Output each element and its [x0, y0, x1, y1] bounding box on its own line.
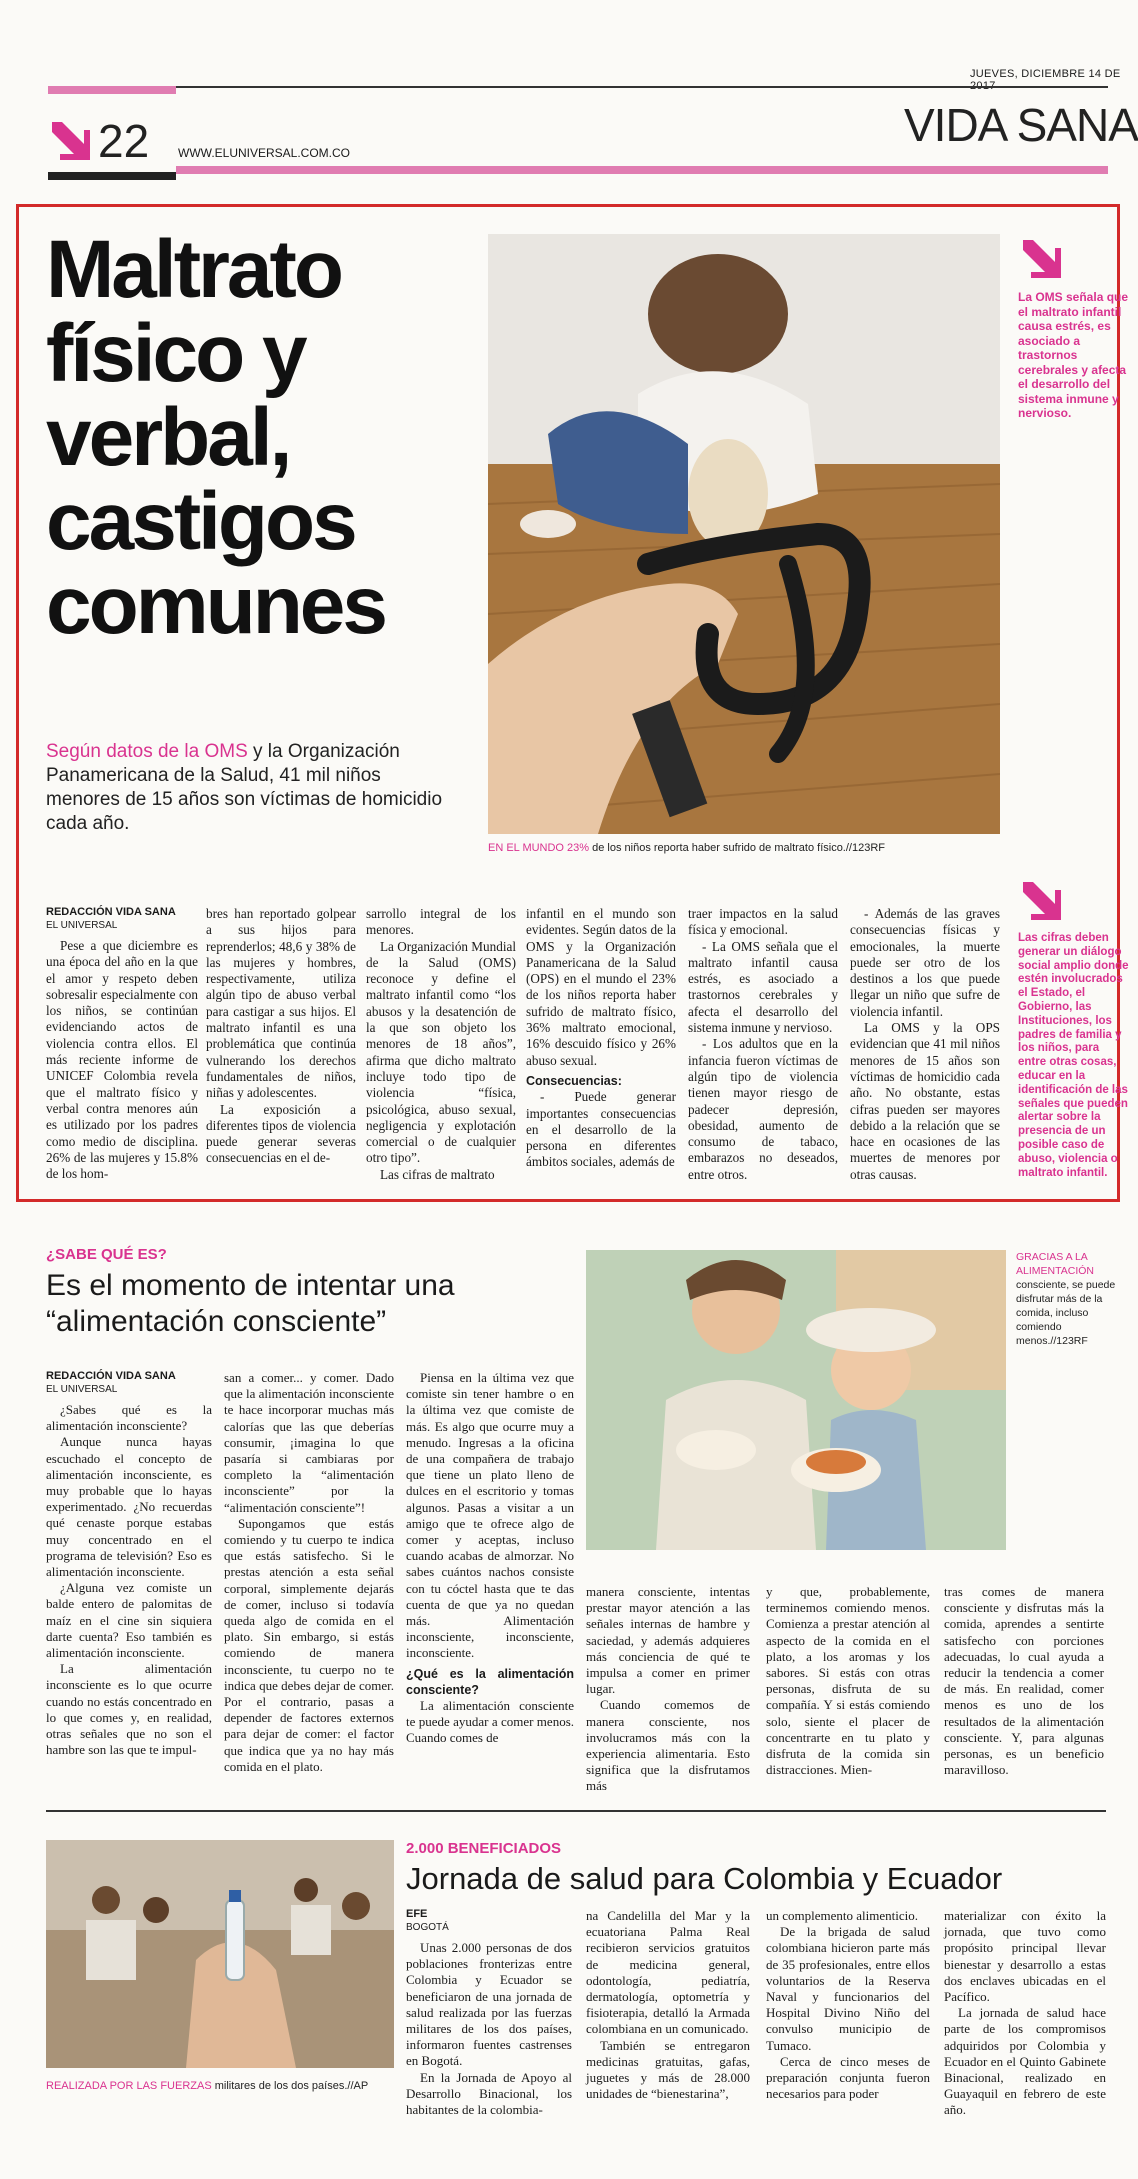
- header-pink-bar-left: [48, 86, 176, 94]
- article2-column-2: [224, 1370, 394, 1775]
- deck-highlight: Según datos de la OMS: [46, 741, 248, 762]
- paragraph: La jornada de salud hace parte de los compromisos adquiridos por Colombia y Ecuador en el Quinto Gabinete Binacional, realizado en Guayaquil en febrero de este año.: [944, 2005, 1106, 2118]
- article3-kicker: 2.000 BENEFICIADOS: [406, 1840, 562, 1857]
- website-url[interactable]: WWW.ELUNIVERSAL.COM.CO: [178, 146, 351, 160]
- article1-headline: [46, 224, 466, 651]
- byline: REDACCIÓN VIDA SANA: [46, 906, 176, 918]
- article1-column-4: [526, 906, 676, 1171]
- article3-column-2: [586, 1908, 750, 2102]
- byline-org: EL UNIVERSAL: [46, 920, 118, 931]
- article2-column-5: [766, 1584, 930, 1778]
- paragraph: - Puede generar importantes consecuencias en el desarrollo de la persona en diferentes ámbitos sociales, además de: [526, 1089, 676, 1170]
- paragraph: traer impactos en la salud física y emocional.: [688, 906, 838, 938]
- article2-column-6: [944, 1584, 1104, 1778]
- article3-photo-caption: [46, 2080, 406, 2092]
- paragraph: Las cifras de maltrato: [380, 1166, 495, 1182]
- paragraph: También se entregaron medicinas gratuitas, gafas, juguetes y más de 28.000 unidades de “bienestarina”,: [586, 2037, 750, 2102]
- paragraph: bres han reportado golpear a sus hijos para reprenderlos; 48,6 y 38% de las mujeres y hombres, respectivamente, utiliza algún tipo de abuso verbal para castigar a sus hijos. El maltrato infantil es una problemática que continúa vulnerando los derechos fundamentales de niños, niñas y adolescentes.: [206, 906, 356, 1101]
- article3-column-1: [406, 1908, 572, 2118]
- paragraph: Aunque nunca hayas escuchado el concepto de alimentación inconsciente, es muy probable que lo hayas experimentado. ¿No recuerdas qué cenaste porque estabas muy concentrado en el programa de televisión? Eso es alimentación inconsciente.: [46, 1434, 212, 1580]
- paragraph: La alimentación inconsciente es lo que ocurre cuando no estás concentrado en lo que comes y, en realidad, otras señales que no son el hambre son las que te impul-: [46, 1661, 212, 1758]
- paragraph: sarrollo integral de los menores.: [366, 906, 516, 938]
- paragraph: manera consciente, intentas prestar mayor atención a las señales internas de hambre y saciedad, y además adquieres más conciencia de qué te impulsa a comer en primer lugar.: [586, 1584, 750, 1697]
- paragraph: Supongamos que estás comiendo y tu cuerpo te indica que estás satisfecho. Si le prestas atención a esta señal corporal, simplemente dejarás de comer, incluso si todavía queda algo de comida en el plato. Sin embargo, si estás comiendo de manera inconsciente, tu cuerpo no te indica que debes dejar de comer. Por el contrario, pasas a depender de factores externos para dejar de comer: el factor que indica que ya no hay más comida en el plato.: [224, 1515, 394, 1774]
- paragraph: ¿Alguna vez comiste un balde entero de palomitas de maíz en el cine sin siquiera darte cuenta? Eso también es alimentación inconsciente.: [46, 1580, 212, 1661]
- paragraph: En la Jornada de Apoyo al Desarrollo Binacional, los habitantes de la colombia-: [406, 2069, 572, 2118]
- article3-column-3: [766, 1908, 930, 2102]
- byline: EFE: [406, 1908, 428, 1920]
- headline-line: Maltrato: [46, 224, 341, 315]
- header-date: JUEVES, DICIEMBRE 14 DE: [970, 68, 1121, 80]
- caption-text: consciente, se puede disfrutar más de la comida, incluso comiendo menos.//123RF: [1016, 1279, 1116, 1347]
- paragraph: Pese a que diciembre es una época del año en la que el amor y respeto deben sobresalir especialmente con los niños, se continúan evidenciando actos de violencia contra ellos. El más reciente informe de UNICEF Colombia revela que el maltrato físico y verbal contra menores aún es utilizado por los padres como medio de disciplina. 26% de las mujeres y 15.8% de los hom-: [46, 938, 198, 1182]
- article1-side-note-2: Las cifras deben generar un diálogo social amplio donde estén involucrados el Estado, el Gobierno, las Instituciones, los padres de familia y los niños, para entre otras cosas, educar en la identificación de las señales que pueden alertar sobre la presencia de un posible caso de abuso, violencia o maltrato infantil.: [1018, 932, 1129, 1179]
- paragraph: Cuando comemos de manera consciente, nos involucramos más con la experiencia alimentaria. Esto significa que la disfrutamos más: [586, 1697, 750, 1794]
- article1-column-2: [206, 906, 356, 1167]
- paragraph: - La OMS señala que el maltrato infantil causa estrés, es asociado a trastornos cerebrales y afecta el desarrollo del sistema inmune y nervioso.: [688, 938, 838, 1036]
- article1-column-6: [850, 906, 1000, 1183]
- paragraph: y que, probablemente, terminemos comiendo menos. Comienza a prestar atención al aspecto de la comida en el plato, a los aromas y los sabores. Si estás con otras personas, disfruta de su compañía. Y si estás comiendo solo, siente el placer de concentrarte en tu plato y disfruta de la comida sin distracciones. Mien-: [766, 1584, 930, 1778]
- caption-key: GRACIAS A LA ALIMENTACIÓN: [1016, 1251, 1094, 1277]
- article3-headline: Jornada de salud para Colombia y Ecuador: [406, 1861, 1003, 1896]
- paragraph: - Además de las graves consecuencias físicas y emocionales, la muerte puede ser otro de los destinos a los que puede llegar un niño que sufre de violencia infantil.: [850, 906, 1000, 1019]
- header-pink-rule: [176, 166, 1108, 174]
- article2-headline: Es el momento de intentar una “alimentación consciente”: [46, 1269, 455, 1338]
- arrow-down-right-icon: [1018, 878, 1064, 924]
- paragraph: La OMS y la OPS evidencian que 41 mil niños menores de 15 años son víctimas de homicidio cada año. No obstante, estas cifras pueden ser mayores debido a la relación que se hace en ocasiones de las muertes de menores por otras causas.: [850, 1020, 1000, 1182]
- paragraph: La alimentación consciente te puede ayudar a comer menos. Cuando comes de: [406, 1698, 574, 1746]
- paragraph: Unas 2.000 personas de dos poblaciones fronterizas entre Colombia y Ecuador se beneficiaron de una jornada de salud realizada por las fuerzas militares de los dos países, informaron fuentes castrenses en Bogotá.: [406, 1940, 572, 2069]
- paragraph: un complemento alimenticio.: [766, 1908, 918, 1923]
- page-number-box: [48, 115, 172, 176]
- paragraph: Cerca de cinco meses de preparación conjunta fueron necesarios para poder: [766, 2053, 930, 2102]
- headline-line: castigos: [46, 476, 355, 567]
- article1-side-note-1: La OMS señala que el maltrato infantil causa estrés, es asociado a trastornos cerebrales y afecta el desarrollo del sistema inmune y nervioso.: [1018, 290, 1129, 420]
- caption-key: REALIZADA POR LAS FUERZAS: [46, 2080, 212, 2092]
- article3-photo: [46, 1840, 394, 2068]
- paragraph: La Organización Mundial de la Salud (OMS) reconoce y define el maltrato infantil como “los abusos y la desatención de la que son objeto los menores de 18 años”, afirma que dicho maltrato incluye todo tipo de violencia “física, psicológica, abuso sexual, negligencia y explotación comercial o de cualquier otro tipo”.: [366, 938, 516, 1166]
- article2-photo-caption: [1016, 1250, 1126, 1348]
- paragraph: De la brigada de salud colombiana hicieron parte más de 35 profesionales, entre ellos voluntarios de la Reserva Naval y funcionarios del Hospital Divino Niño del convulso municipio de Tumaco.: [766, 1924, 930, 2053]
- article2-column-1: [46, 1370, 212, 1758]
- article1-column-5: [688, 906, 838, 1183]
- article2-column-3: [406, 1370, 574, 1747]
- arrow-down-right-icon: [1018, 236, 1064, 282]
- paragraph: La exposición a diferentes tipos de violencia puede generar severas consecuencias en el de-: [206, 1101, 356, 1166]
- byline-org: EL UNIVERSAL: [46, 1384, 118, 1395]
- paragraph: tras comes de manera consciente y disfrutas más la comida, aprendes a sentirte satisfecho con porciones adecuadas, lo cual ayuda a reducir la tendencia a comer de más. En realidad, comer menos es uno de los resultados de la alimentación consciente. Y, para algunas personas, es un beneficio maravilloso.: [944, 1584, 1104, 1778]
- article1-column-3: [366, 906, 516, 1183]
- subhead: ¿Qué es la alimentación consciente?: [406, 1666, 574, 1697]
- paragraph: Piensa en la última vez que comiste sin tener hambre o en la última vez que comiste de más. Es algo que ocurre muy a menudo. Ingresas a la oficina de una compañera de trabajo que tiene un plato lleno de dulces en el escritorio y tomas algunos. Pasas a visitar a un amigo que te ofrece algo de comer y aceptas, incluso cuando acabas de almorzar. No sabes cuántos nachos consiste con tu cóctel hasta que te das cuenta de que ya no quedan más. Alimentación inconsciente, inconsciente, inconsciente.: [406, 1370, 574, 1661]
- page-number: 22: [98, 115, 150, 167]
- paragraph: materializar con éxito la jornada, que tuvo como propósito principal llevar bienestar y desarrollo a estas dos enclaves ubicadas en el Pacífico.: [944, 1908, 1106, 2005]
- article3-column-4: [944, 1908, 1106, 2119]
- article1-photo-caption: [488, 842, 1008, 854]
- paragraph: ¿Sabes qué es la alimentación inconsciente?: [46, 1402, 212, 1434]
- paragraph: na Candelilla del Mar y la ecuatoriana Palma Real recibieron servicios gratuitos de medicina general, odontología, pediatría, dermatología, optometría y fisioterapia, detalló la Armada colombiana en un comunicado.: [586, 1908, 750, 2037]
- headline-line: comunes: [46, 560, 385, 651]
- article1-column-1: [46, 906, 198, 1182]
- headline-line: físico y: [46, 308, 305, 399]
- arrow-down-right-icon: [48, 118, 92, 164]
- deck-text: y la Organización Panamericana de la Salud, 41 mil niños menores de 15 años son víctimas de homicidio cada año.: [46, 741, 443, 834]
- section-title: VIDA SANA: [904, 99, 1138, 151]
- paragraph: - Los adultos que en la infancia fueron víctimas de algún tipo de violencia tienen mayor riesgo de padecer depresión, obesidad, aumento de consumo de tabaco, embarazos no deseados, entre otros.: [688, 1036, 838, 1182]
- section-divider: [46, 1810, 1106, 1812]
- headline-line: verbal,: [46, 392, 290, 483]
- article2-photo: [586, 1250, 1006, 1550]
- article2-column-4: [586, 1584, 750, 1795]
- article1-photo: [488, 234, 1000, 834]
- header-top-rule: [48, 86, 1108, 88]
- article1-deck: [46, 740, 446, 836]
- article2-kicker: ¿SABE QUÉ ES?: [46, 1246, 167, 1263]
- caption-key: EN EL MUNDO 23%: [488, 842, 590, 854]
- paragraph: infantil en el mundo son evidentes. Según datos de la OMS y la Organización Panamericana de la Salud (OPS) en el mundo el 23% de los niños reporta haber sufrido de maltrato físico, 36% maltrato emocional, 16% descuido físico y 26% abuso sexual.: [526, 906, 676, 1068]
- paragraph: san a comer... y comer. Dado que la alimentación inconsciente te hace incorporar muchas más calorías que las que deberías consumir, ¡imagina lo que pasaría si cambiaras por completo la “alimentación inconsciente” por la “alimentación consciente”!: [224, 1370, 395, 1515]
- caption-text: militares de los dos países.//AP: [211, 2080, 369, 2092]
- subhead: Consecuencias:: [526, 1073, 622, 1088]
- byline: REDACCIÓN VIDA SANA: [46, 1370, 176, 1382]
- byline-location: BOGOTÁ: [406, 1922, 449, 1933]
- caption-text: de los niños reporta haber sufrido de maltrato físico.//123RF: [589, 842, 885, 854]
- header-bottom-rule: [48, 172, 176, 180]
